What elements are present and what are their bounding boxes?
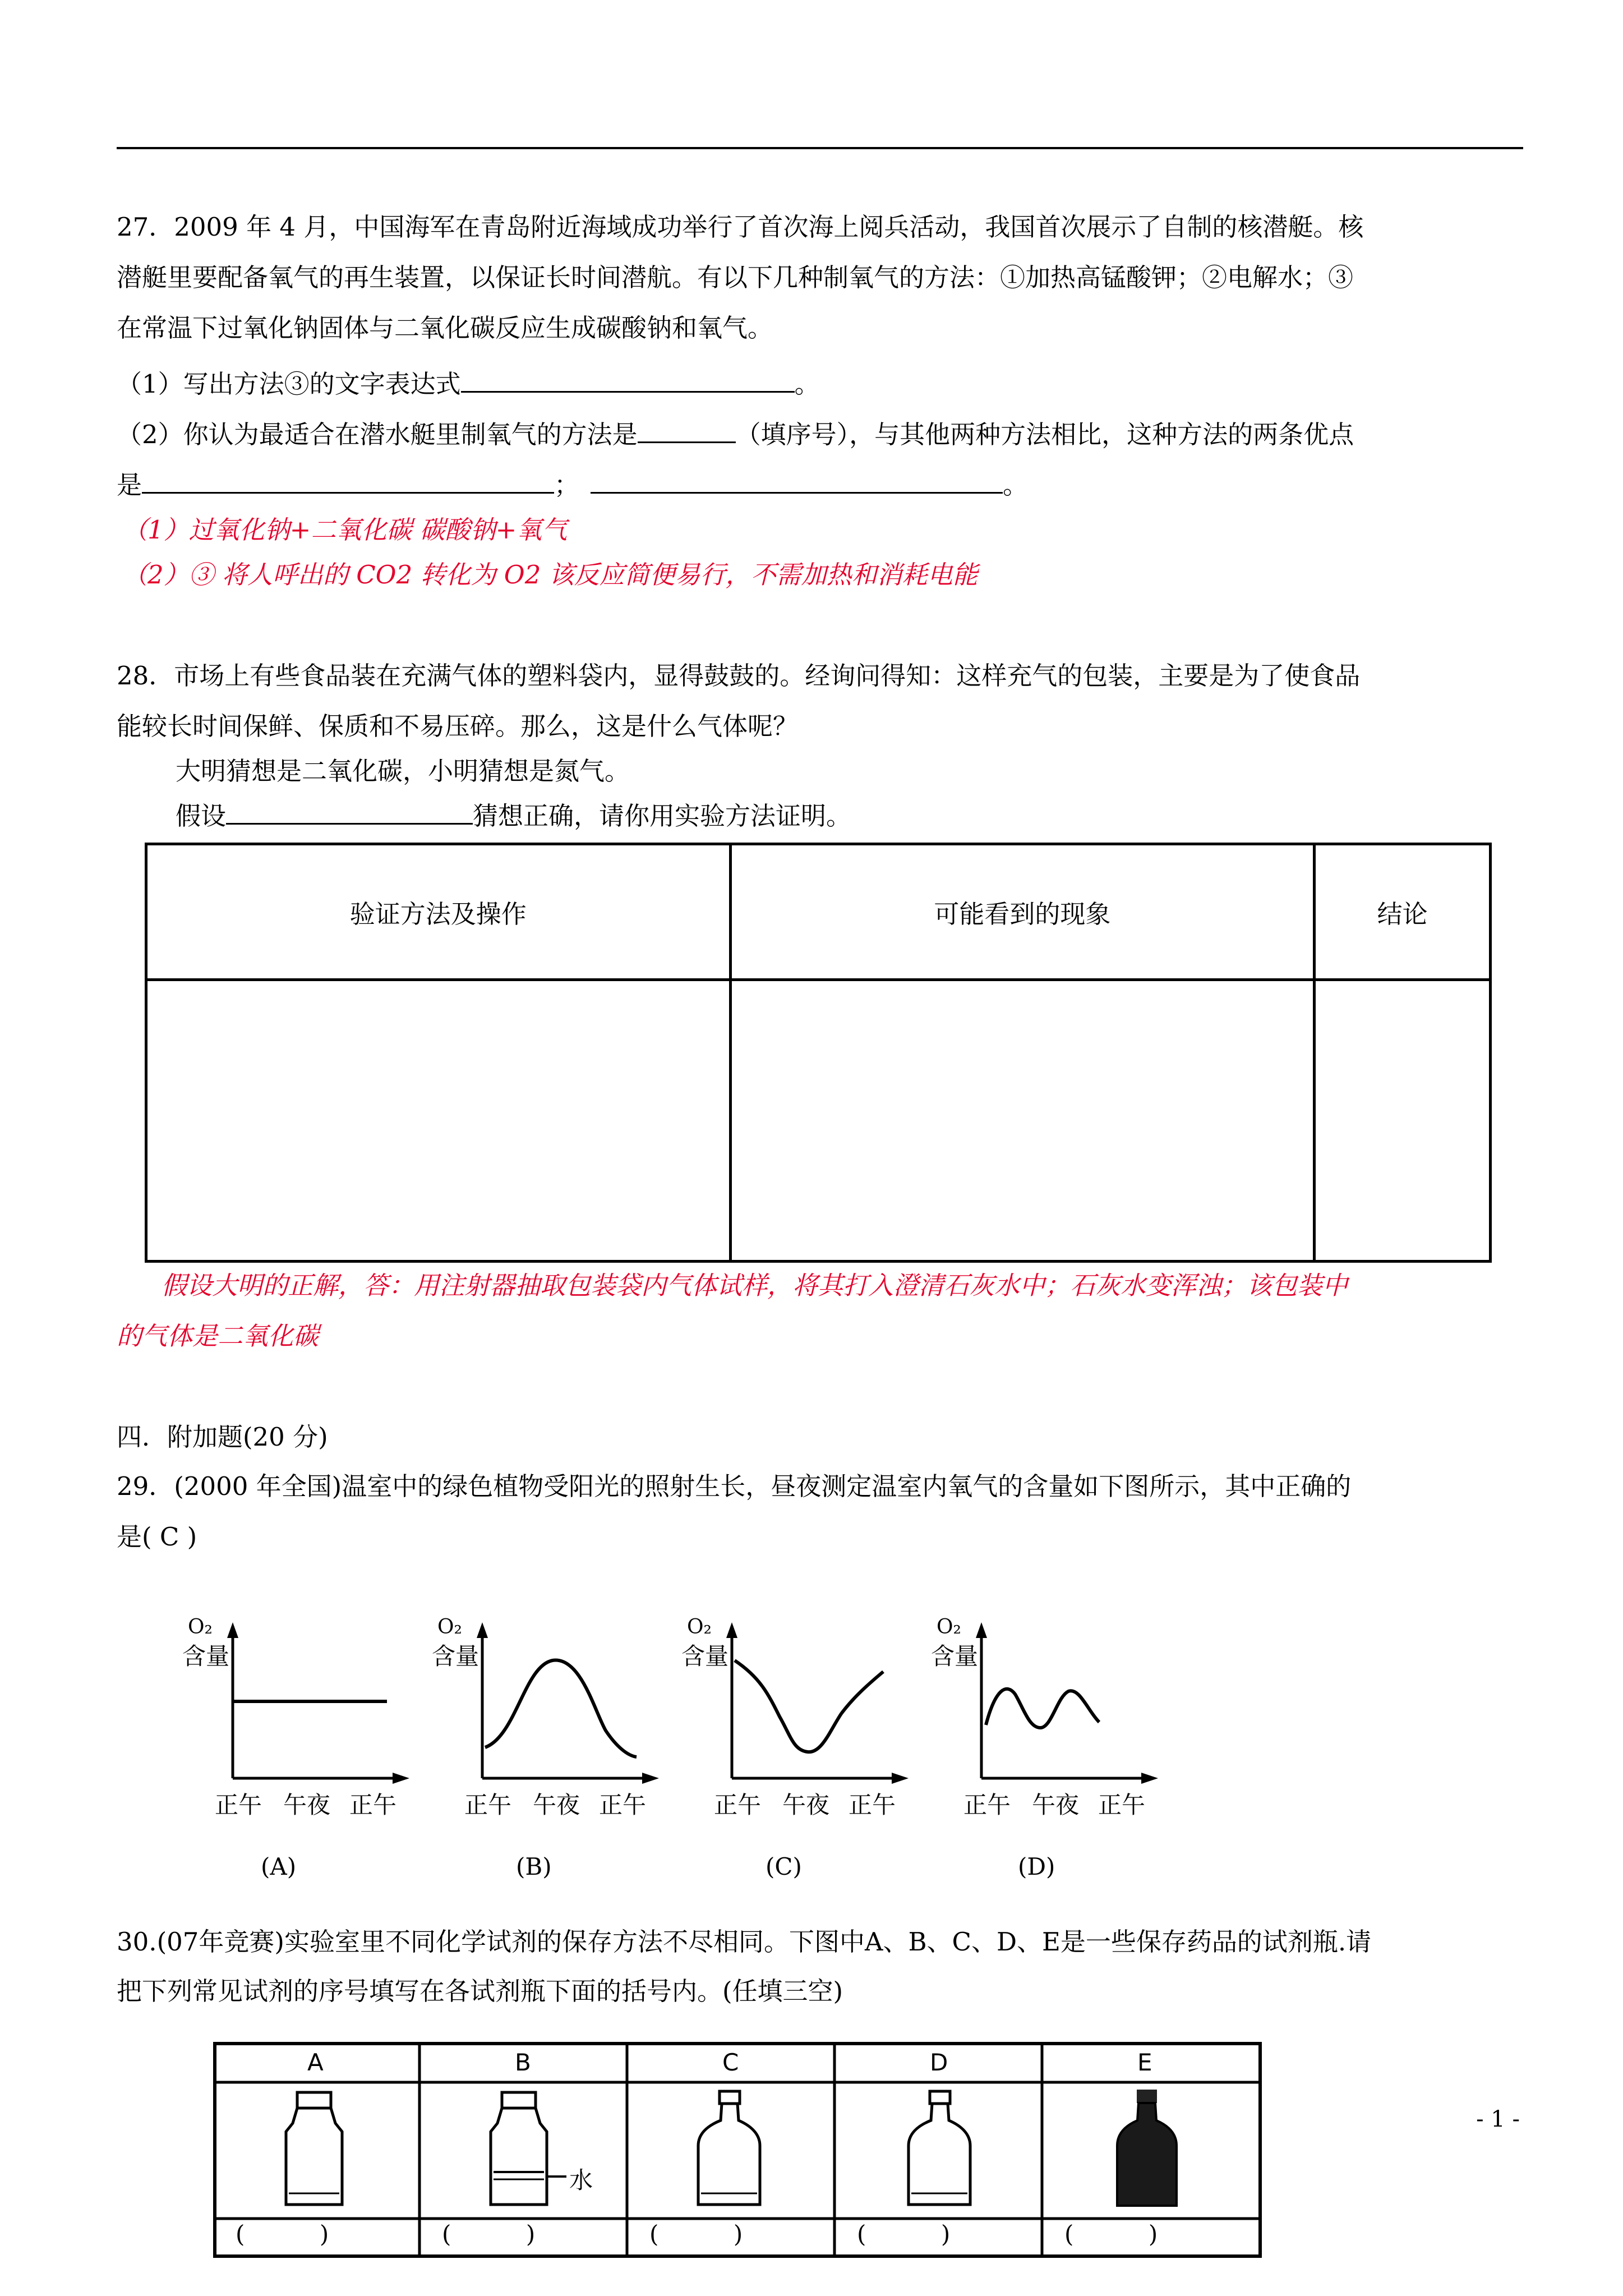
- experiment-table: [145, 843, 1492, 1263]
- x-tick: 午夜: [533, 1791, 580, 1819]
- q28-line4-text: 假设: [176, 801, 227, 831]
- bottle-label-b: B: [515, 2049, 531, 2076]
- bottle-e-icon: [1117, 2090, 1177, 2206]
- graph-c[interactable]: [681, 1616, 923, 1879]
- graph-b[interactable]: [432, 1616, 673, 1879]
- q28-line2: 能较长时间保鲜、保质和不易压碎。那么，这是什么气体呢？: [117, 711, 799, 741]
- header-rule: [117, 147, 1523, 149]
- q27-sub2: [117, 412, 1354, 457]
- table-header-conclusion: 结论: [1315, 844, 1491, 980]
- q28-line1: 28．市场上有些食品装在充满气体的塑料袋内，显得鼓鼓的。经询问得知：这样充气的包装，主要是为了使食品: [117, 661, 1361, 691]
- answer-paren-e[interactable]: ( ): [1064, 2220, 1158, 2248]
- x-tick: 正午: [464, 1791, 512, 1819]
- y-label-top: O₂: [437, 1616, 462, 1639]
- graph-a[interactable]: [182, 1616, 423, 1879]
- answer-paren-a[interactable]: ( ): [236, 2220, 329, 2248]
- x-tick: 正午: [1098, 1791, 1146, 1819]
- graph-d[interactable]: [931, 1616, 1172, 1879]
- table-cell-phenomenon[interactable]: [730, 980, 1315, 1262]
- section-title: 四．附加题(20 分): [117, 1422, 328, 1452]
- bottle-label-e: E: [1137, 2049, 1152, 2076]
- q27-answer-2: （2）③ 将人呼出的 CO2 转化为 O2 该反应简便易行，不需加热和消耗电能: [122, 560, 978, 590]
- curve-c: [735, 1660, 883, 1752]
- y-label: 含量: [931, 1642, 979, 1670]
- bottle-label-d: D: [930, 2049, 948, 2076]
- graph-a-plot: [182, 1616, 423, 1784]
- q28-line3: 大明猜想是二氧化碳，小明猜想是氮气。: [176, 756, 630, 786]
- graph-d-plot: [931, 1616, 1172, 1784]
- q28-blank[interactable]: [226, 796, 473, 825]
- table-header-phenomenon: 可能看到的现象: [730, 844, 1315, 980]
- q27-blank-1[interactable]: [461, 364, 795, 393]
- x-tick: 正午: [215, 1791, 262, 1819]
- q28-answer-2: 的气体是二氧化碳: [117, 1321, 319, 1351]
- q30-line2: 把下列常见试剂的序号填写在各试剂瓶下面的括号内。(任填三空): [117, 1976, 843, 2006]
- q27-line2: 潜艇里要配备氧气的再生装置，以保证长时间潜航。有以下几种制氧气的方法：①加热高锰酸钾；②电解水；③: [117, 263, 1354, 292]
- q27-sub1-end: 。: [794, 369, 820, 399]
- q28-line4-text-b: 猜想正确，请你用实验方法证明。: [473, 801, 852, 831]
- x-tick: 正午: [714, 1791, 762, 1819]
- table-cell-conclusion[interactable]: [1315, 980, 1491, 1262]
- q27-sep: ；: [554, 470, 580, 500]
- answer-paren-b[interactable]: ( ): [442, 2220, 536, 2248]
- page-number: - 1 -: [1476, 2106, 1520, 2132]
- x-tick: 正午: [349, 1791, 397, 1819]
- x-tick: 午夜: [1032, 1791, 1080, 1819]
- answer-paren-c[interactable]: ( ): [649, 2220, 743, 2248]
- bottle-b-icon: [491, 2092, 566, 2205]
- table-header-method: 验证方法及操作: [146, 844, 731, 980]
- option-label: (A): [261, 1853, 297, 1880]
- q27-sub1: [117, 362, 820, 407]
- q27-sub2-text-b: （填序号），与其他两种方法相比，这种方法的两条优点: [735, 420, 1354, 449]
- q29-line2: 是( C ): [117, 1522, 197, 1552]
- curve-b: [485, 1660, 637, 1757]
- q27-answer-1: （1）过氧化钠+二氧化碳 碳酸钠+氧气: [122, 515, 568, 545]
- y-label-top: O₂: [937, 1616, 961, 1639]
- y-label-top: O₂: [687, 1616, 712, 1639]
- q27-sub2-text: （2）你认为最适合在潜水艇里制氧气的方法是: [117, 420, 638, 449]
- option-label: (D): [1018, 1853, 1055, 1880]
- bottle-a-icon: [286, 2092, 342, 2205]
- x-tick: 正午: [599, 1791, 647, 1819]
- q28-line4: [176, 794, 851, 839]
- q27-sub2c: [117, 463, 1028, 508]
- q27-blank-4[interactable]: [591, 465, 1003, 494]
- q27-blank-2[interactable]: [638, 415, 736, 443]
- y-label: 含量: [681, 1642, 729, 1670]
- table-cell-method[interactable]: [146, 980, 731, 1262]
- x-tick: 午夜: [283, 1791, 331, 1819]
- q29-line1: 29．(2000 年全国)温室中的绿色植物受阳光的照射生长，昼夜测定温室内氧气的含量如下图所示，其中正确的: [117, 1471, 1352, 1501]
- x-tick: 午夜: [782, 1791, 830, 1819]
- x-tick: 正午: [849, 1791, 896, 1819]
- graph-c-plot: [681, 1616, 923, 1784]
- q27-blank-3[interactable]: [142, 465, 554, 494]
- bottle-d-icon: [909, 2091, 970, 2205]
- y-label-top: O₂: [188, 1616, 213, 1639]
- reagent-bottle-table: [213, 2042, 1262, 2258]
- q27-sub2-end: 。: [1003, 470, 1029, 500]
- answer-paren-d[interactable]: ( ): [857, 2220, 951, 2248]
- q27-line1: 27．2009 年 4 月，中国海军在青岛附近海域成功举行了首次海上阅兵活动，我国首次展示了自制的核潜艇。核: [117, 212, 1364, 242]
- y-label: 含量: [432, 1642, 479, 1670]
- q28-answer-1: 假设大明的正解，答：用注射器抽取包装袋内气体试样，将其打入澄清石灰水中；石灰水变浑浊；该包装中: [162, 1271, 1348, 1300]
- curve-d: [986, 1689, 1099, 1728]
- q27-line3: 在常温下过氧化钠固体与二氧化碳反应生成碳酸钠和氧气。: [117, 313, 773, 343]
- bottle-label-c: C: [722, 2049, 739, 2076]
- option-label: (B): [516, 1853, 552, 1880]
- q27-sub2c-text: 是: [117, 470, 142, 500]
- option-label: (C): [766, 1853, 802, 1880]
- graph-b-plot: [432, 1616, 673, 1784]
- bottle-label-a: A: [307, 2049, 324, 2076]
- q27-sub1-text: （1）写出方法③的文字表达式: [117, 369, 461, 399]
- x-tick: 正午: [963, 1791, 1011, 1819]
- water-label: 水: [569, 2166, 593, 2194]
- bottle-c-icon: [698, 2091, 760, 2205]
- q30-line1: 30.(07年竞赛)实验室里不同化学试剂的保存方法不尽相同。下图中A、B、C、D、E是一些保存药品的试剂瓶.请: [117, 1927, 1372, 1957]
- y-label: 含量: [182, 1642, 230, 1670]
